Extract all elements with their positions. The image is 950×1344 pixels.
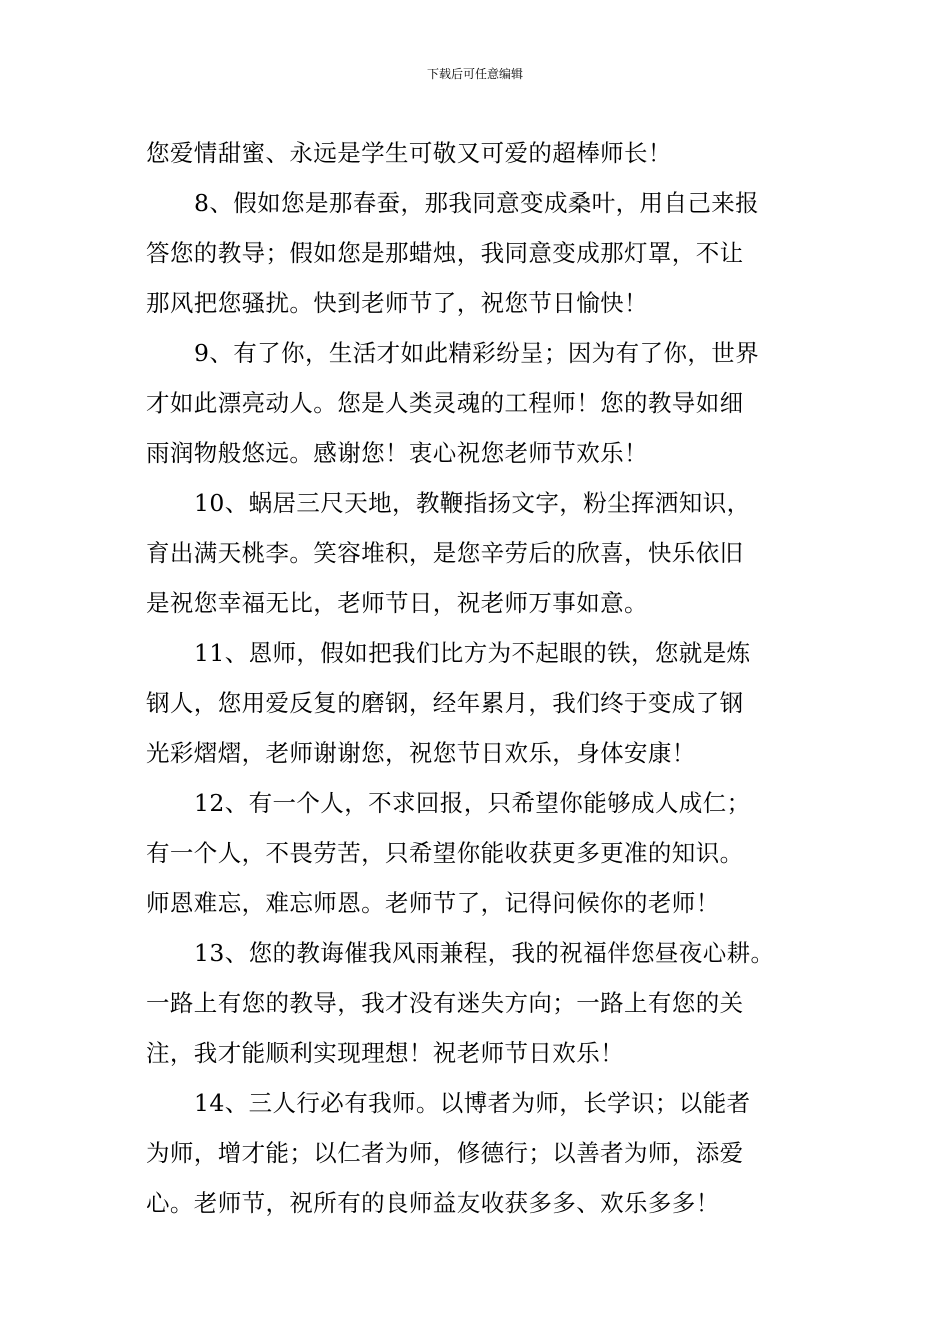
text-line: 为师，增才能；以仁者为师，修德行；以善者为师，添爱 [146, 1139, 744, 1167]
text-line: 9、有了你，生活才如此精彩纷呈；因为有了你，世界 [194, 339, 760, 367]
text-line: 13、您的教诲催我风雨兼程，我的祝福伴您昼夜心耕。 [194, 939, 775, 967]
text-line: 心。老师节，祝所有的良师益友收获多多、欢乐多多！ [146, 1189, 720, 1217]
text-line: 10、蜗居三尺天地，教鞭指扬文字，粉尘挥洒知识， [194, 489, 751, 517]
text-line: 有一个人，不畏劳苦，只希望你能收获更多更准的知识。 [146, 839, 744, 867]
text-line: 才如此漂亮动人。您是人类灵魂的工程师！您的教导如细 [146, 389, 744, 417]
text-line: 您爱情甜蜜、永远是学生可敬又可爱的超棒师长！ [146, 139, 672, 167]
text-line: 8、假如您是那春蚕，那我同意变成桑叶，用自己来报 [194, 189, 760, 217]
text-line: 师恩难忘，难忘师恩。老师节了，记得问候你的老师！ [146, 889, 720, 917]
text-line: 雨润物般悠远。感谢您！衷心祝您老师节欢乐！ [146, 439, 648, 467]
page-header: 下载后可任意编辑 [426, 67, 523, 81]
text-line: 11、恩师，假如把我们比方为不起眼的铁，您就是炼 [194, 639, 751, 667]
text-line: 注，我才能顺利实现理想！祝老师节日欢乐！ [146, 1039, 624, 1067]
document-body [146, 128, 836, 1228]
text-line: 12、有一个人，不求回报，只希望你能够成人成仁； [194, 789, 751, 817]
text-line: 答您的教导；假如您是那蜡烛，我同意变成那灯罩，不让 [146, 239, 744, 267]
text-line: 那风把您骚扰。快到老师节了，祝您节日愉快！ [146, 289, 648, 317]
text-line: 一路上有您的教导，我才没有迷失方向；一路上有您的关 [146, 989, 744, 1017]
text-line: 14、三人行必有我师。以博者为师，长学识；以能者 [194, 1089, 751, 1117]
text-line: 钢人，您用爱反复的磨钢，经年累月，我们终于变成了钢 [146, 689, 744, 717]
text-line: 是祝您幸福无比，老师节日，祝老师万事如意。 [146, 589, 648, 617]
text-line: 光彩熠熠，老师谢谢您，祝您节日欢乐，身体安康！ [146, 739, 696, 767]
text-line: 育出满天桃李。笑容堆积，是您辛劳后的欣喜，快乐依旧 [146, 539, 744, 567]
